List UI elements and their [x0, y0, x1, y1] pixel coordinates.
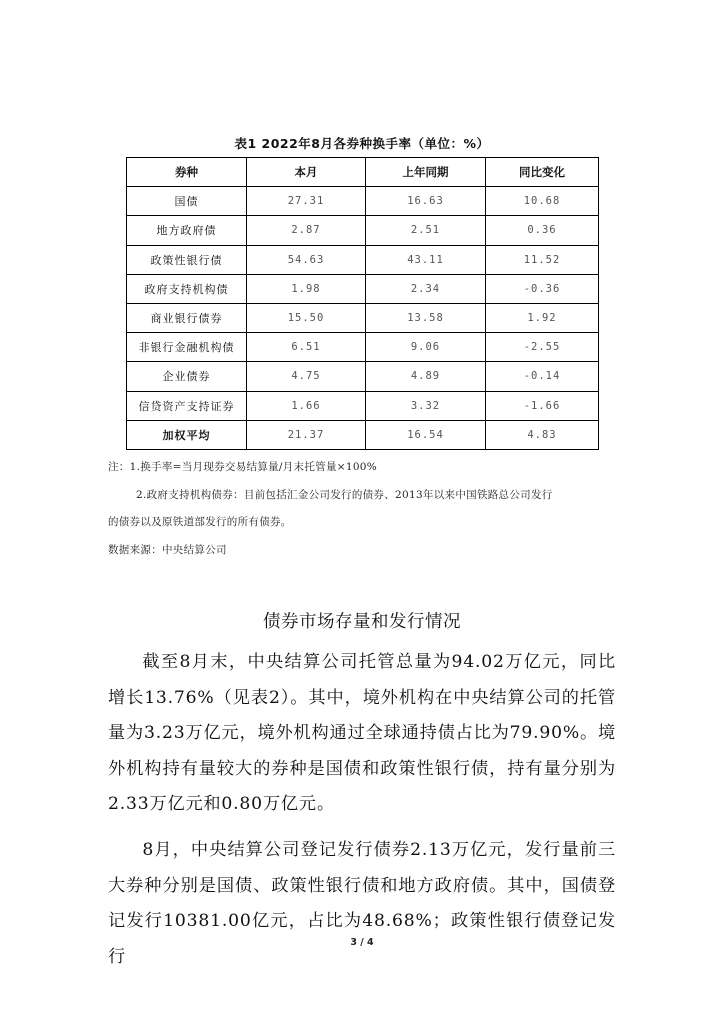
header-this-month: 本月 — [247, 158, 366, 187]
row-value-current: 21.37 — [247, 420, 366, 449]
section-title: 债券市场存量和发行情况 — [263, 612, 461, 632]
row-label: 企业债券 — [127, 362, 247, 391]
row-value-current: 6.51 — [247, 333, 366, 362]
table-title: 表1 2022年8月各券种换手率（单位：%） — [234, 136, 490, 151]
table-row — [127, 303, 599, 332]
row-value-change: 11.52 — [486, 245, 599, 274]
row-value-change: -2.55 — [486, 333, 599, 362]
row-value-current: 1.98 — [247, 274, 366, 303]
row-label: 政策性银行债 — [127, 245, 247, 274]
row-value-change: -0.14 — [486, 362, 599, 391]
table-header-row — [127, 158, 599, 187]
header-yoy-change: 同比变化 — [486, 158, 599, 187]
row-label: 国债 — [127, 187, 247, 216]
row-value-current: 27.31 — [247, 187, 366, 216]
table-row — [127, 274, 599, 303]
row-label: 信贷资产支持证券 — [127, 391, 247, 420]
paragraph-issuance: 8月，中央结算公司登记发行债券2.13万亿元，发行量前三大券种分别是国债、政策性银行债和地方政府债。其中，国债登记发行10381.00亿元，占比为48.68%；政策性银行债登记发行 — [108, 840, 616, 967]
row-value-change: -0.36 — [486, 274, 599, 303]
row-value-prior: 4.89 — [366, 362, 486, 391]
row-label: 非银行金融机构债 — [127, 333, 247, 362]
row-label: 地方政府债 — [127, 216, 247, 245]
table-row — [127, 216, 599, 245]
header-last-year: 上年同期 — [366, 158, 486, 187]
row-value-change: 10.68 — [486, 187, 599, 216]
table-row — [127, 391, 599, 420]
table-row — [127, 362, 599, 391]
turnover-rate-table — [126, 157, 599, 450]
page-number: 3 / 4 — [350, 937, 374, 948]
row-value-prior: 2.51 — [366, 216, 486, 245]
row-value-prior: 9.06 — [366, 333, 486, 362]
row-value-current: 1.66 — [247, 391, 366, 420]
row-value-current: 4.75 — [247, 362, 366, 391]
row-value-current: 54.63 — [247, 245, 366, 274]
row-value-prior: 13.58 — [366, 303, 486, 332]
row-value-change: 0.36 — [486, 216, 599, 245]
table-row — [127, 187, 599, 216]
row-value-current: 2.87 — [247, 216, 366, 245]
table-row-weighted-average — [127, 420, 599, 449]
row-value-change: -1.66 — [486, 391, 599, 420]
row-value-prior: 16.63 — [366, 187, 486, 216]
row-value-change: 4.83 — [486, 420, 599, 449]
row-value-prior: 16.54 — [366, 420, 486, 449]
paragraph-holdings: 截至8月末，中央结算公司托管总量为94.02万亿元，同比增长13.76%（见表2）。其中，境外机构在中央结算公司的托管量为3.23万亿元，境外机构通过全球通持债占比为79.90%。境外机构持有量较大的券种是国债和政策性银行债，持有量分别为2.33万亿元和0.80万亿元。 — [108, 652, 616, 814]
row-value-prior: 3.32 — [366, 391, 486, 420]
row-value-prior: 43.11 — [366, 245, 486, 274]
table-note-2-continued: 的债券以及原铁道部发行的所有债券。 — [108, 516, 292, 528]
header-bond-type: 券种 — [127, 158, 247, 187]
table-note-1: 注：1.换手率=当月现券交易结算量/月末托管量×100% — [108, 461, 378, 473]
row-label: 政府支持机构债 — [127, 274, 247, 303]
row-value-change: 1.92 — [486, 303, 599, 332]
table-note-2: 2.政府支持机构债券：目前包括汇金公司发行的债券、2013年以来中国铁路总公司发行 — [136, 489, 553, 501]
table-row — [127, 333, 599, 362]
row-label: 商业银行债券 — [127, 303, 247, 332]
table-row — [127, 245, 599, 274]
row-value-current: 15.50 — [247, 303, 366, 332]
row-label: 加权平均 — [127, 420, 247, 449]
row-value-prior: 2.34 — [366, 274, 486, 303]
data-source: 数据来源：中央结算公司 — [108, 544, 227, 556]
